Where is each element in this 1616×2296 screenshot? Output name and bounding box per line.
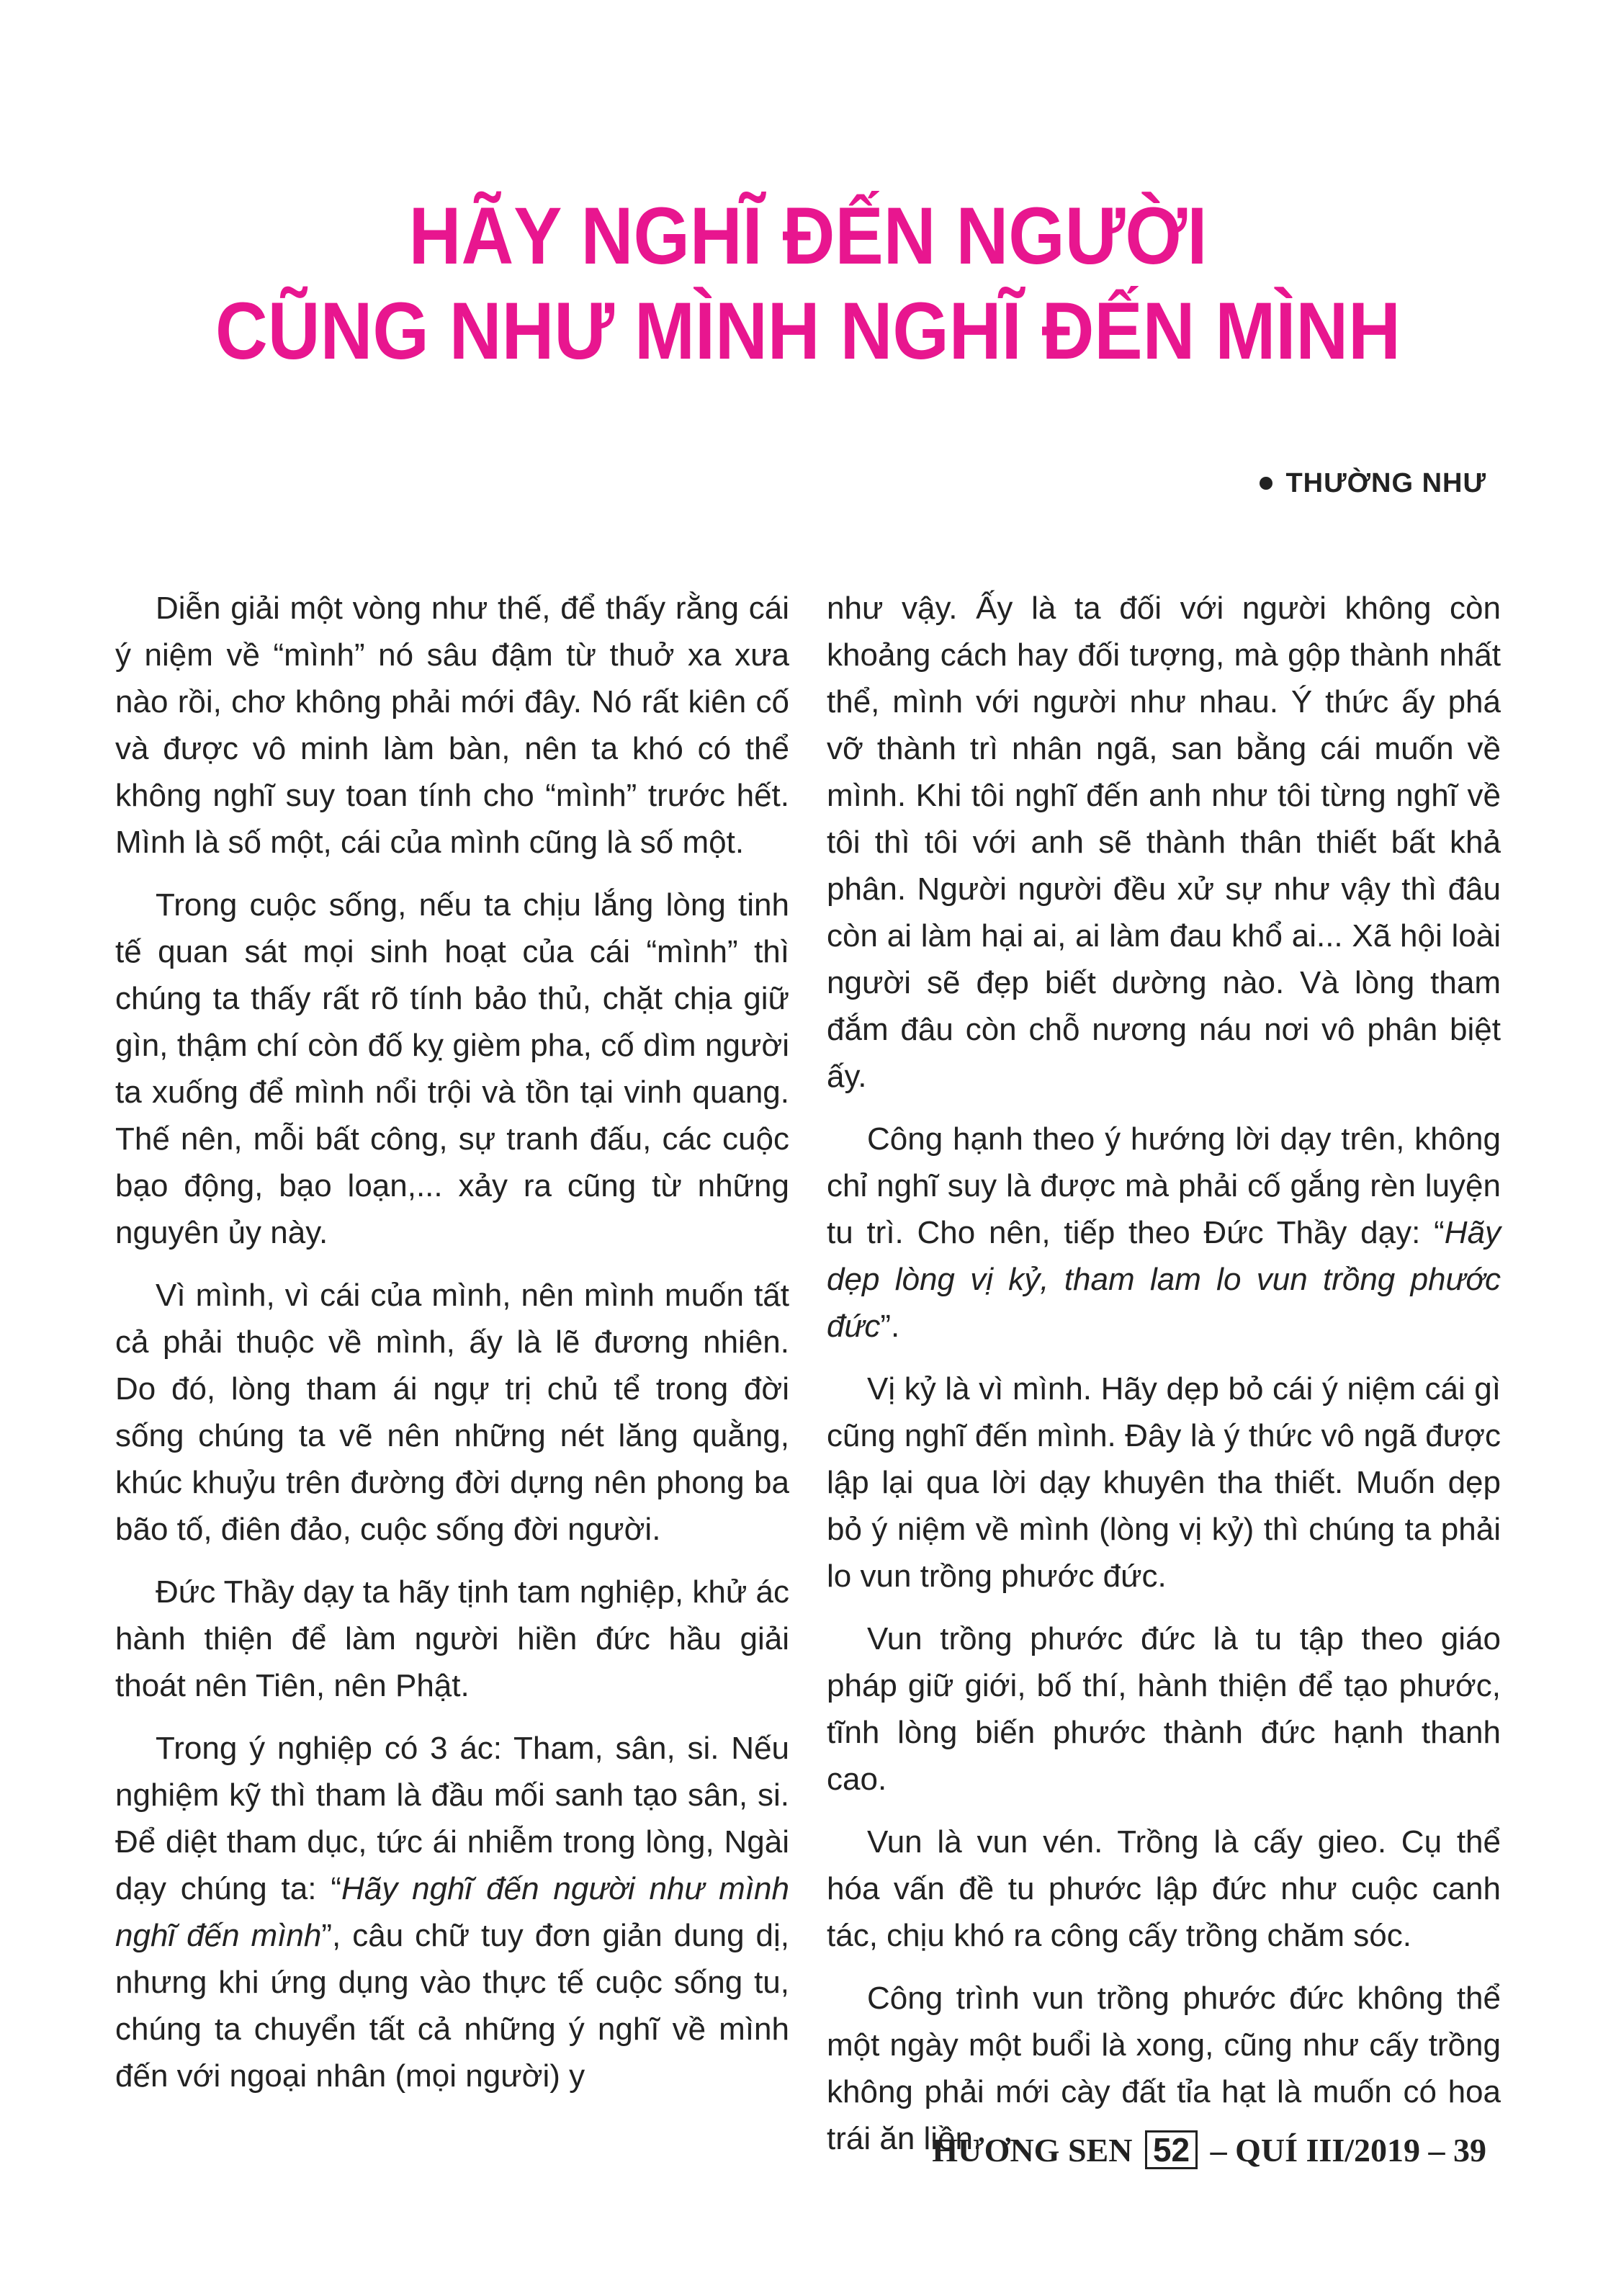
paragraph: Vun là vun vén. Trồng là cấy gieo. Cụ thể hóa vấn đề tu phước lập đức như cuộc canh tác, chịu khó ra công cấy trồng chăm sóc.	[827, 1824, 1501, 1953]
left-column	[115, 585, 789, 2115]
paragraph	[115, 1725, 789, 2099]
quote-text: Hãy dẹp lòng vị kỷ, tham lam lo vun trồng phước đức	[827, 1215, 1501, 1344]
author-byline	[1260, 468, 1486, 499]
page-number: 39	[1453, 2132, 1486, 2169]
paragraph-text: ”.	[880, 1309, 900, 1344]
quote-text: Hãy nghĩ đến người như mình nghĩ đến mình	[115, 1871, 789, 1953]
paragraph: Đức Thầy dạy ta hãy tịnh tam nghiệp, khử ác hành thiện để làm người hiền đức hầu giải thoát nên Tiên, nên Phật.	[115, 1574, 789, 1703]
magazine-name: HƯƠNG SEN	[932, 2132, 1133, 2169]
paragraph	[827, 1116, 1501, 1350]
article-title	[81, 189, 1535, 379]
page-footer	[932, 2130, 1486, 2169]
author-name: THƯỜNG NHƯ	[1285, 468, 1486, 498]
paragraph-text: ”, câu chữ tuy đơn giản dung dị, nhưng khi ứng dụng vào thực tế cuộc sống tu, chúng ta chuyển tất cả những ý nghĩ về mình đến với ngoại nhân (mọi người) y	[115, 1918, 789, 2094]
paragraph-text: Trong ý nghiệp có 3 ác: Tham, sân, si. Nếu nghiệm kỹ thì tham là đầu mối sanh tạo sân, si. Để diệt tham dục, tức ái nhiễm trong lòng, Ngài dạy chúng ta: “	[115, 1731, 789, 1906]
paragraph: như vậy. Ấy là ta đối với người không còn khoảng cách hay đối tượng, mà gộp thành nhất thể, mình với người như nhau. Ý thức ấy phá vỡ thành trì nhân ngã, san bằng cái muốn về mình. Khi tôi nghĩ đến anh như tôi từng nghĩ về tôi thì tôi với anh sẽ thành thân thiết bất khả phân. Người người đều xử sự như vậy thì đâu còn ai làm hại ai, ai làm đau khổ ai... Xã hội loài người sẽ đẹp biết dường nào. Và lòng tham đắm đâu còn chỗ nương náu nơi vô phân biệt ấy.	[827, 591, 1501, 1094]
paragraph: Công trình vun trồng phước đức không thể một ngày một buổi là xong, cũng như cấy trồng không phải mới cày đất tỉa hạt là muốn có hoa trái ăn liền.	[827, 1981, 1501, 2156]
title-line-1: HÃY NGHĨ ĐẾN NGƯỜI	[408, 191, 1208, 281]
paragraph: Vì mình, vì cái của mình, nên mình muốn tất cả phải thuộc về mình, ấy là lẽ đương nhiên. Do đó, lòng tham ái ngự trị chủ tể trong đời sống chúng ta vẽ nên những nét lăng quằng, khúc khuỷu trên đường đời dựng nên phong ba bão tố, điên đảo, cuộc sống đời người.	[115, 1278, 789, 1547]
paragraph: Trong cuộc sống, nếu ta chịu lắng lòng tinh tế quan sát mọi sinh hoạt của cái “mình” thì chúng ta thấy rất rõ tính bảo thủ, chặt chịa giữ gìn, thậm chí còn đố kỵ gièm pha, cố dìm người ta xuống để mình nổi trội và tồn tại vinh quang. Thế nên, mỗi bất công, sự tranh đấu, các cuộc bạo động, bạo loạn,... xảy ra cũng từ những nguyên ủy này.	[115, 887, 789, 1250]
paragraph: Vun trồng phước đức là tu tập theo giáo pháp giữ giới, bố thí, hành thiện để tạo phước, tĩnh lòng biến phước thành đức hạnh thanh cao.	[827, 1621, 1501, 1797]
paragraph-text: Công hạnh theo ý hướng lời dạy trên, không chỉ nghĩ suy là được mà phải cố gắng rèn luyện tu trì. Cho nên, tiếp theo Đức Thầy dạy: “	[827, 1121, 1501, 1250]
title-line-2: CŨNG NHƯ MÌNH NGHĨ ĐẾN MÌNH	[215, 286, 1401, 376]
issue-period: – QUÍ III/2019 –	[1210, 2132, 1445, 2169]
paragraph: Vị kỷ là vì mình. Hãy dẹp bỏ cái ý niệm cái gì cũng nghĩ đến mình. Đây là ý thức vô ngã được lập lại qua lời dạy khuyên tha thiết. Muốn dẹp bỏ ý niệm về mình (lòng vị kỷ) thì chúng ta phải lo vun trồng phước đức.	[827, 1371, 1501, 1594]
right-column	[827, 585, 1501, 2178]
paragraph: Diễn giải một vòng như thế, để thấy rằng cái ý niệm về “mình” nó sâu đậm từ thuở xa xưa nào rồi, chơ không phải mới đây. Nó rất kiên cố và được vô minh làm bàn, nên ta khó có thể không nghĩ suy toan tính cho “mình” trước hết. Mình là số một, cái của mình cũng là số một.	[115, 591, 789, 860]
bullet-dot-icon	[1260, 477, 1272, 490]
issue-number-box: 52	[1145, 2130, 1198, 2169]
